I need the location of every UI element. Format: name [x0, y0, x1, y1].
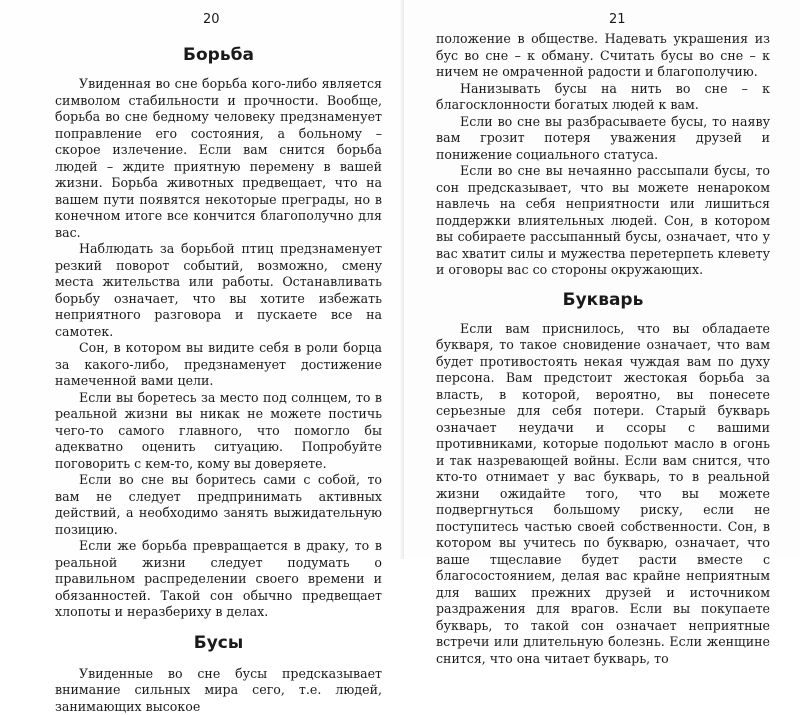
paragraph: Сон, в котором вы видите себя в роли борца за какого-либо, предзнаменует достижение намеченной вами цели. — [55, 340, 382, 390]
paragraph: Если же борьба превращается в драку, то в реальной жизни следует подумать о правильном распределении своего времени и обязанностей. Такой сон обычно предвещает хлопоты и неразбериху в делах. — [55, 538, 382, 621]
left-page — [0, 0, 404, 559]
paragraph: Если вам приснилось, что вы обладаете букваря, то такое сновидение означает, что вам будет противостоять некая чуждая вам по духу персона. Вам предстоит жестокая борьба за власть, в которой, вероятно, вы понесете серьезные для себя потери. Старый букварь означает неудачи и ссоры с вашими противниками, которые подольют масло в огонь и так назревающей войны. Если вам снится, что кто-то отнимает у вас букварь, то в реальной жизни ожидайте того, что вы можете подвергнуться большому риску, если не поступитесь частью своей собственности. Сон, в котором вы учитесь по букварю, означает, что ваше тщеславие будет расти вместе с благосостоянием, делая вас крайне неприятным для ваших прежних друзей и источником раздражения для врагов. Если вы покупаете букварь, то такой сон означает неприятные встречи или длительную болезнь. Если женщине снится, что она читает букварь, то — [436, 321, 770, 668]
page-number-left: 20 — [203, 12, 220, 27]
paragraph: Увиденные во сне бусы предсказывает внимание сильных мира сего, т.е. людей, занимающих высокое — [55, 666, 382, 715]
paragraph: Если во сне вы нечаянно рассыпали бусы, то сон предсказывает, что вы можете ненароком навлечь на себя неприятности или лишиться поддержки влиятельных людей. Сон, в котором вы собираете рассыпанный бусы, означает, что у вас хватит силы и мужества перетерпеть клевету и оговоры вас со стороны окружающих. — [436, 163, 770, 279]
paragraph: Увиденная во сне борьба кого-либо является символом стабильности и прочности. Вообще, борьба во сне бедному человеку предзнаменует поправление его состояния, а больному – скорое излечение. Если вам снится борьба людей – ждите приятную перемену в вашей жизни. Борьба животных предвещает, что на вашем пути появятся некоторые преграды, но в конечном итоге все кончится благополучно для вас. — [55, 76, 382, 241]
heading-borba: Борьба — [55, 44, 382, 66]
page-number-right: 21 — [609, 12, 626, 27]
heading-bukvar: Букварь — [436, 289, 770, 311]
right-page — [404, 0, 800, 559]
paragraph-continuation: положение в обществе. Надевать украшения из бус во сне – к обману. Считать бусы во сне – к ничем не омраченной радости и благополучию. — [436, 31, 770, 81]
paragraph: Нанизывать бусы на нить во сне – к благосклонности богатых людей к вам. — [436, 81, 770, 114]
paragraph: Если вы боретесь за место под солнцем, то в реальной жизни вы никак не можете постичь чего-то самого главного, что помогло бы адекватно оценить ситуацию. Попробуйте поговорить с кем-то, кому вы доверяете. — [55, 390, 382, 473]
paragraph: Если во сне вы боритесь сами с собой, то вам не следует предпринимать активных действий, а необходимо занять выжидательную позицию. — [55, 472, 382, 538]
paragraph: Если во сне вы разбрасываете бусы, то наяву вам грозит потеря уважения друзей и понижение социального статуса. — [436, 114, 770, 164]
paragraph: Наблюдать за борьбой птиц предзнаменует резкий поворот событий, возможно, смену места жительства или работы. Останавливать борьбу означает, что вы хотите избежать неприятного разговора и пускаете все на самотек. — [55, 241, 382, 340]
heading-busy: Бусы — [55, 632, 382, 654]
